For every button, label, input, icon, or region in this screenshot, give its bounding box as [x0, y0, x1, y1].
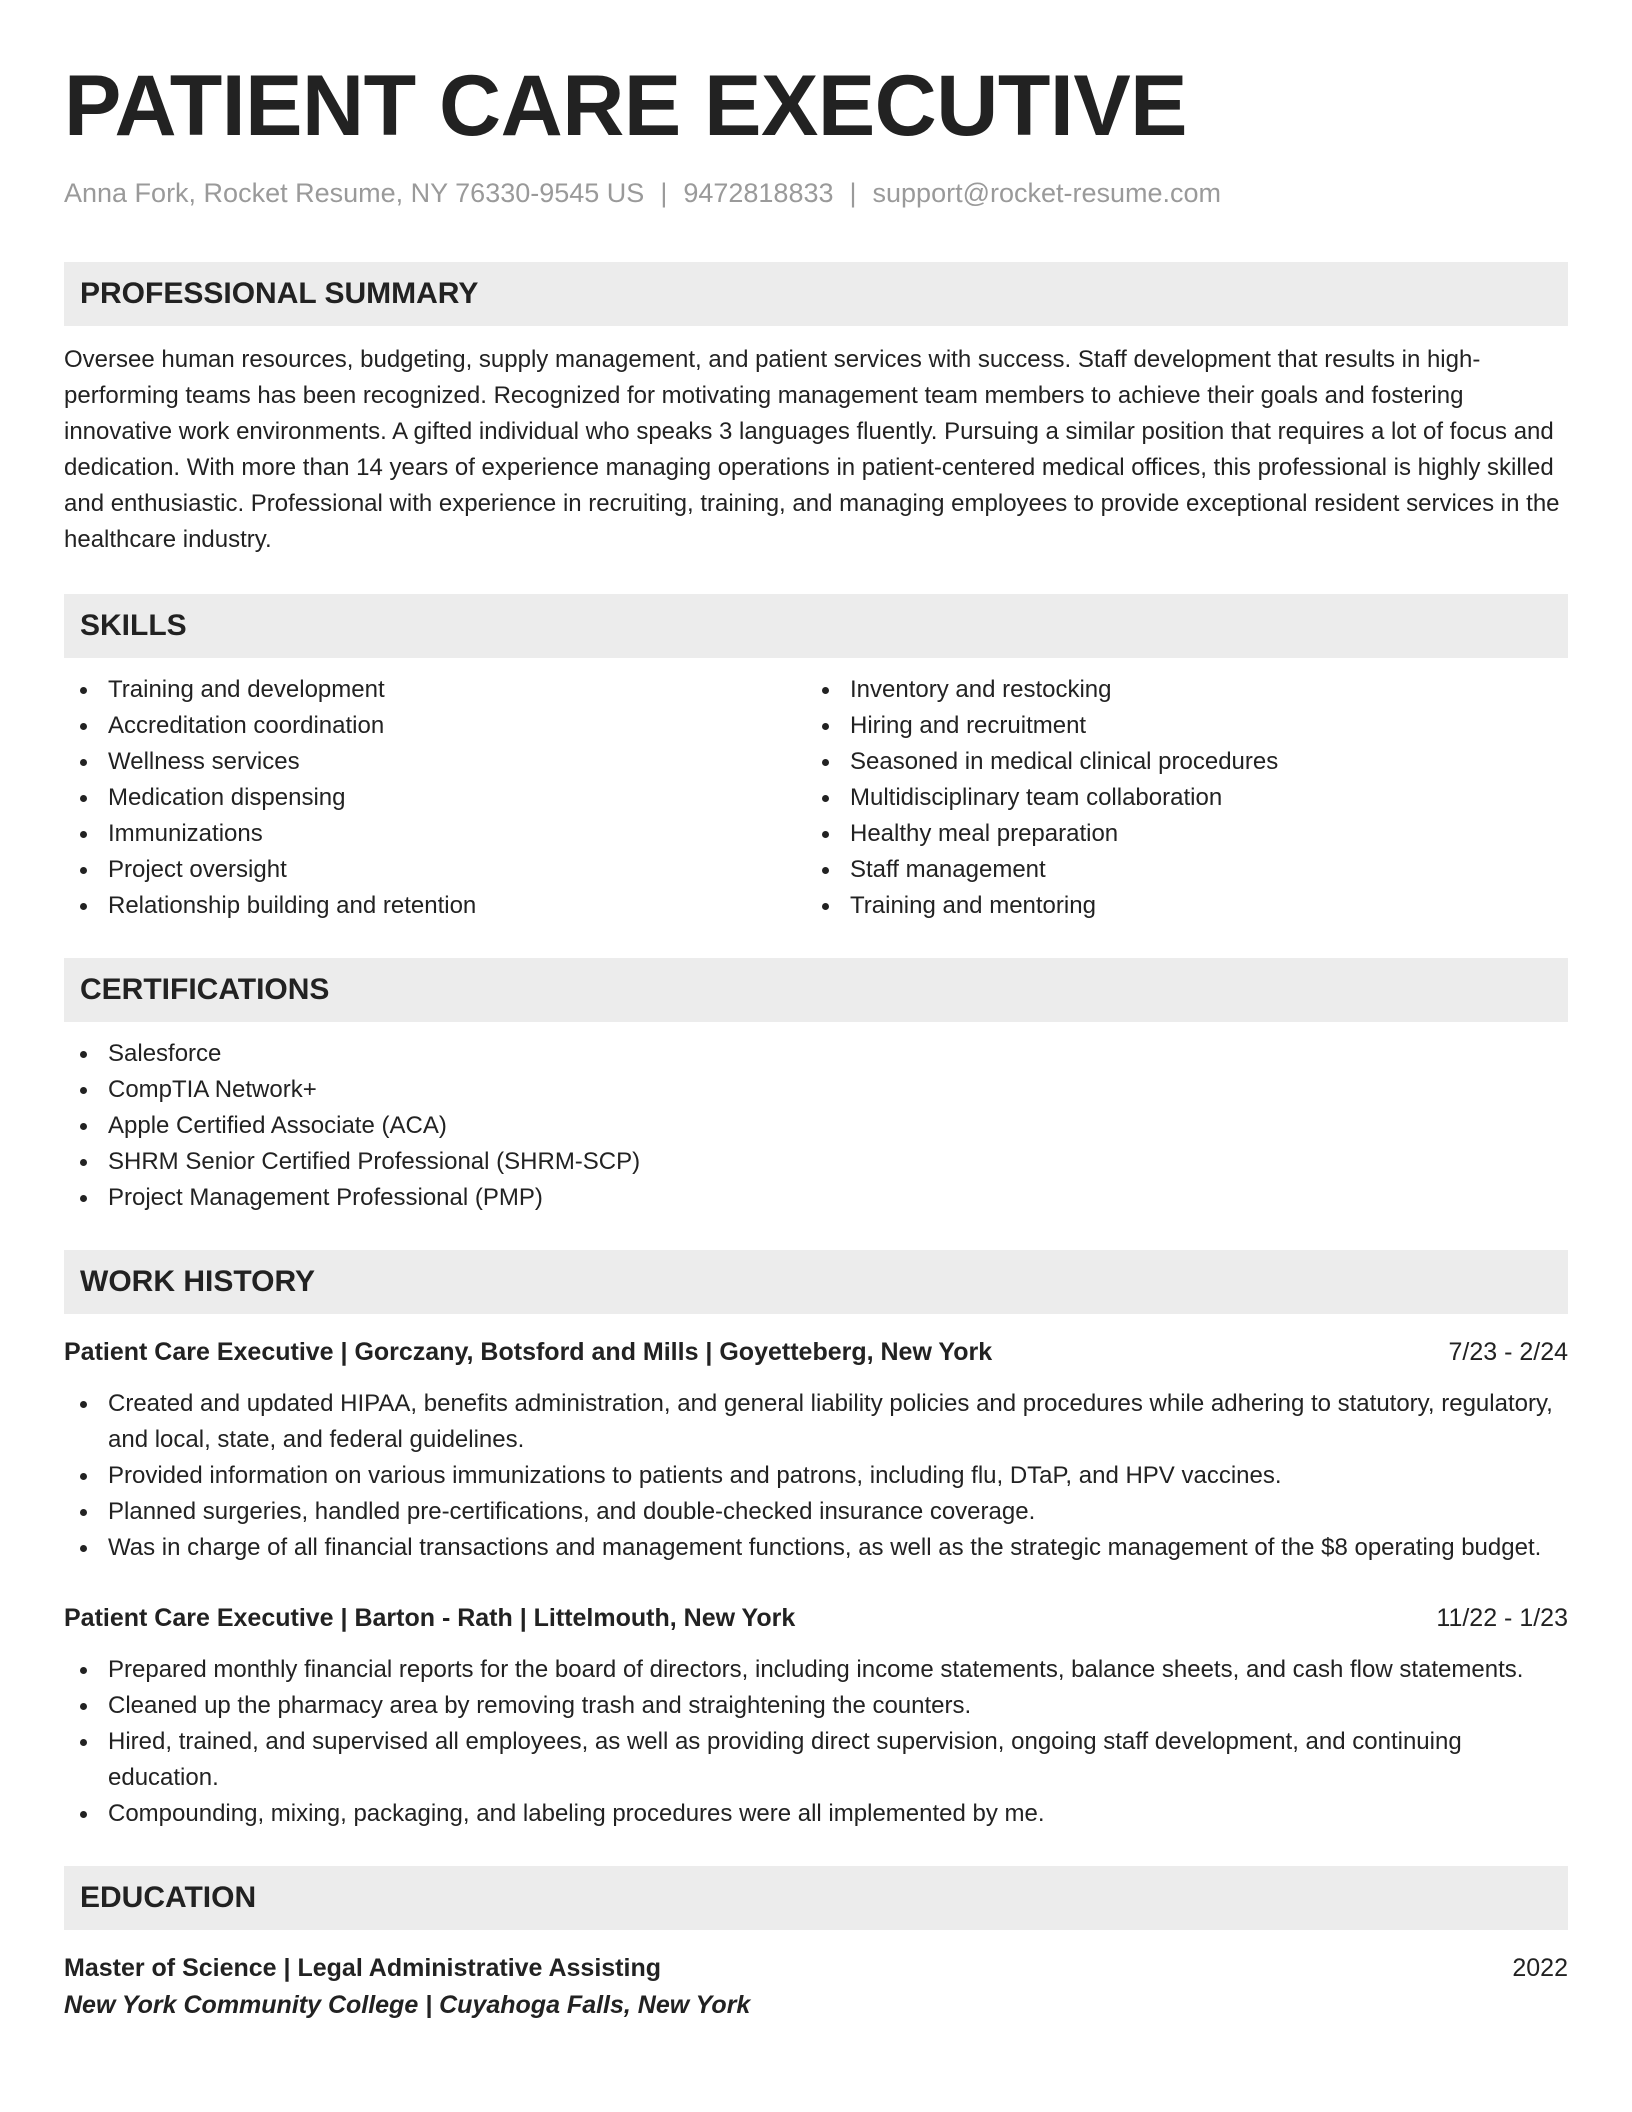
certification-item: Salesforce — [64, 1036, 1568, 1072]
section-heading-skills: SKILLS — [64, 594, 1568, 658]
skill-item: Healthy meal preparation — [806, 816, 1548, 852]
skill-item: Project oversight — [64, 852, 806, 888]
job-bullets — [64, 1386, 1568, 1566]
education-header — [64, 1950, 1568, 1986]
job-bullet: Hired, trained, and supervised all employees, as well as providing direct supervision, ongoing staff development, and continuing education. — [64, 1724, 1568, 1796]
certification-item: CompTIA Network+ — [64, 1072, 1568, 1108]
education-year: 2022 — [1512, 1954, 1568, 1982]
section-heading-summary: PROFESSIONAL SUMMARY — [64, 262, 1568, 326]
education-degree: Master of Science | Legal Administrative Assisting — [64, 1954, 661, 1982]
job-title: Patient Care Executive | Gorczany, Botsford and Mills | Goyetteberg, New York — [64, 1338, 993, 1366]
job-header — [64, 1334, 1568, 1370]
skill-item: Wellness services — [64, 744, 806, 780]
contact-line — [64, 176, 1568, 210]
section-heading-education: EDUCATION — [64, 1866, 1568, 1930]
certifications-list — [64, 1036, 1568, 1216]
job-entry — [64, 1600, 1568, 1832]
job-entry — [64, 1334, 1568, 1566]
summary-text: Oversee human resources, budgeting, supply management, and patient services with success. Staff development that results in high-performing teams has been recognized. Recognized for motivating management team members to achieve their goals and fostering innovative work environments. A gifted individual who speaks 3 languages fluently. Pursuing a similar position that requires a lot of focus and dedication. With more than 14 years of experience managing operations in patient-centered medical offices, this professional is highly skilled and enthusiastic. Professional with experience in recruiting, training, and managing employees to provide exceptional resident services in the healthcare industry. — [64, 346, 1560, 553]
job-bullet: Created and updated HIPAA, benefits administration, and general liability policies and procedures while adhering to statutory, regulatory, and local, state, and federal guidelines. — [64, 1386, 1568, 1458]
skill-item: Multidisciplinary team collaboration — [806, 780, 1548, 816]
job-bullet: Prepared monthly financial reports for the board of directors, including income statements, balance sheets, and cash flow statements. — [64, 1652, 1568, 1688]
education-school: New York Community College | Cuyahoga Falls, New York — [64, 1991, 751, 2019]
skills-list-left — [64, 672, 806, 924]
skill-item: Inventory and restocking — [806, 672, 1548, 708]
skill-item: Relationship building and retention — [64, 888, 806, 924]
job-header — [64, 1600, 1568, 1636]
skills-grid — [64, 672, 1568, 924]
job-bullet: Cleaned up the pharmacy area by removing trash and straightening the counters. — [64, 1688, 1568, 1724]
skill-item: Medication dispensing — [64, 780, 806, 816]
skills-list-right — [806, 672, 1548, 924]
contact-address: Anna Fork, Rocket Resume, NY 76330-9545 US — [64, 178, 645, 208]
skill-item: Immunizations — [64, 816, 806, 852]
contact-separator: | — [660, 178, 668, 208]
job-bullet: Was in charge of all financial transactions and management functions, as well as the strategic management of the $8 operating budget. — [64, 1530, 1568, 1566]
job-bullet: Compounding, mixing, packaging, and labeling procedures were all implemented by me. — [64, 1796, 1568, 1832]
contact-separator: | — [849, 178, 857, 208]
resume-title: PATIENT CARE EXECUTIVE — [64, 58, 1188, 154]
contact-email: support@rocket-resume.com — [872, 178, 1222, 208]
skill-item: Hiring and recruitment — [806, 708, 1548, 744]
contact-phone: 9472818833 — [683, 178, 834, 208]
skill-item: Accreditation coordination — [64, 708, 806, 744]
job-dates: 11/22 - 1/23 — [1436, 1604, 1568, 1632]
job-dates: 7/23 - 2/24 — [1448, 1338, 1568, 1366]
job-bullet: Provided information on various immunizations to patients and patrons, including flu, DTaP, and HPV vaccines. — [64, 1458, 1568, 1494]
certification-item: Apple Certified Associate (ACA) — [64, 1108, 1568, 1144]
section-heading-work-history: WORK HISTORY — [64, 1250, 1568, 1314]
certification-item: SHRM Senior Certified Professional (SHRM-SCP) — [64, 1144, 1568, 1180]
skill-item: Seasoned in medical clinical procedures — [806, 744, 1548, 780]
skill-item: Training and mentoring — [806, 888, 1548, 924]
certification-item: Project Management Professional (PMP) — [64, 1180, 1568, 1216]
job-bullets — [64, 1652, 1568, 1832]
section-heading-certifications: CERTIFICATIONS — [64, 958, 1568, 1022]
job-bullet: Planned surgeries, handled pre-certifications, and double-checked insurance coverage. — [64, 1494, 1568, 1530]
job-title: Patient Care Executive | Barton - Rath | Littelmouth, New York — [64, 1604, 796, 1632]
skill-item: Staff management — [806, 852, 1548, 888]
skill-item: Training and development — [64, 672, 806, 708]
